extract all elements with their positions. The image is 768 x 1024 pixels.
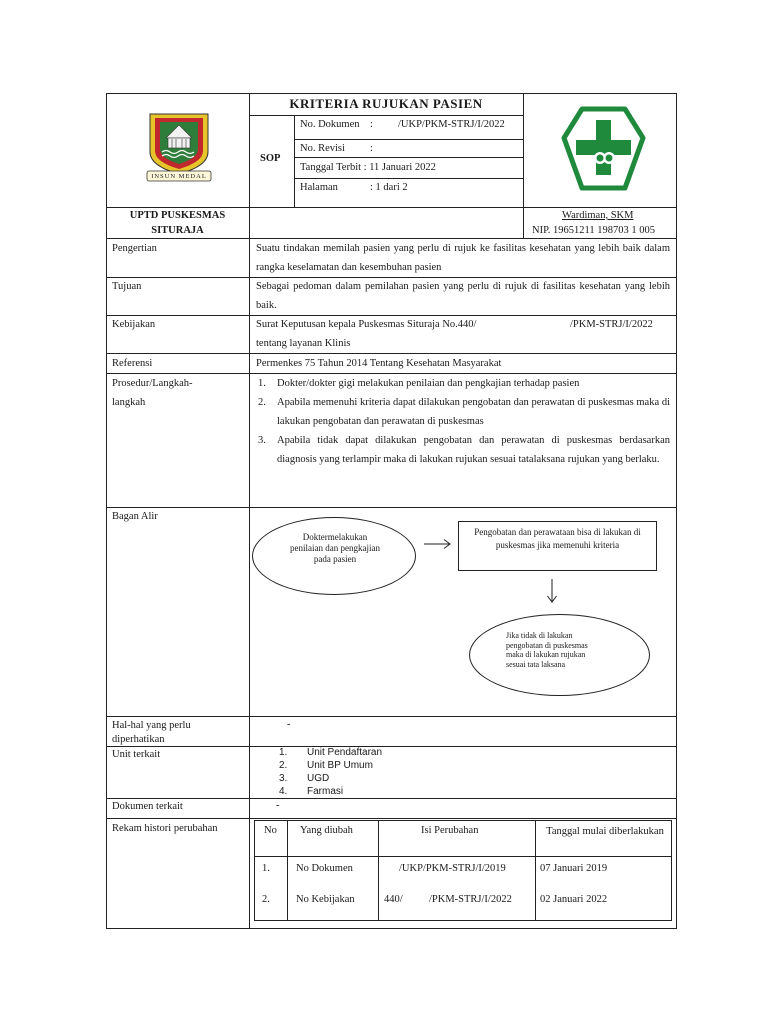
label-column-divider — [249, 93, 250, 929]
regional-logo-motto: INSUN MEDAL — [151, 173, 207, 180]
history-row-tanggal: 07 Januari 2019 — [540, 863, 608, 874]
history-col-sep-1 — [287, 820, 288, 921]
unit-item-number: 2. — [279, 760, 288, 771]
flow-step-3-ellipse — [469, 614, 650, 696]
history-header-no: No — [264, 825, 277, 836]
flow-step-3-text: Jika tidak di lakukan pengobatan di puskesmas maka di lakukan rujukan sesuai tata laksana — [506, 631, 588, 669]
hal-label-line1: Hal-hal yang perlu — [112, 720, 191, 731]
row-sep-dokumen — [106, 818, 677, 819]
history-row-isi-b: /UKP/PKM-STRJ/I/2019 — [399, 863, 506, 874]
prosedur-item-number: 2. — [258, 397, 266, 408]
history-row-yang: No Kebijakan — [296, 894, 355, 905]
unit-terkait-label: Unit terkait — [112, 749, 161, 760]
prosedur-item-text: Apabila tidak dapat dilakukan pengobatan dan perawatan di puskesmas berdasarkan diagnosis yang terlampir maka di lakukan rujukan sesuai tatalaksana rujukan yang berlaku. — [277, 435, 670, 465]
no-dokumen-value: /UKP/PKM-STRJ/I/2022 — [398, 119, 505, 130]
title-rule — [249, 115, 523, 116]
dokumen-terkait-value: - — [276, 800, 280, 811]
org-name-line2: SITURAJA — [151, 225, 204, 236]
history-row-isi-b: /PKM-STRJ/I/2022 — [429, 894, 512, 905]
signer-name: Wardiman, SKM — [562, 210, 634, 221]
history-table-bottom — [254, 920, 672, 921]
flow-step-1-text: Doktermelakukan penilaian dan pengkajian pada pasien — [290, 532, 380, 564]
prosedur-item-number: 3. — [258, 435, 266, 446]
no-dokumen-separator: : — [370, 119, 373, 130]
arrow-right-icon — [423, 537, 453, 549]
history-row-tanggal: 02 Januari 2022 — [540, 894, 608, 905]
sop-label: SOP — [260, 153, 281, 164]
unit-item-number: 4. — [279, 786, 288, 797]
header-right-divider — [523, 93, 524, 238]
tanggal-terbit: Tanggal Terbit : 11 Januari 2022 — [300, 162, 436, 173]
history-row-no: 2. — [262, 894, 270, 905]
org-name-line1: UPTD PUSKESMAS — [129, 210, 226, 221]
row-sep-prosedur — [106, 507, 677, 508]
frame-top — [106, 93, 677, 94]
history-col-sep-3 — [535, 820, 536, 921]
row-sep-kebijakan — [106, 353, 677, 354]
puskesmas-logo — [561, 106, 646, 192]
sop-divider — [294, 115, 295, 207]
document-title: KRITERIA RUJUKAN PASIEN — [289, 96, 483, 111]
unit-item-number: 3. — [279, 773, 288, 784]
row-sep-hal — [106, 746, 677, 747]
halaman-value: : 1 dari 2 — [370, 182, 408, 193]
no-revisi-label: No. Revisi — [300, 143, 345, 154]
pengertian-label: Pengertian — [112, 243, 157, 254]
rekam-histori-label: Rekam histori perubahan — [112, 823, 218, 834]
referensi-text: Permenkes 75 Tahun 2014 Tentang Kesehatan Masyarakat — [256, 358, 502, 369]
history-header-yang-diubah: Yang diubah — [300, 825, 353, 836]
signer-nip: NIP. 19651211 198703 1 005 — [532, 225, 655, 236]
kebijakan-label: Kebijakan — [112, 319, 156, 330]
unit-item-text: Farmasi — [307, 786, 344, 797]
frame-right — [676, 93, 677, 929]
history-header-isi: Isi Perubahan — [421, 825, 479, 836]
unit-item-text: Unit BP Umum — [307, 760, 373, 771]
prosedur-item-text: Dokter/dokter gigi melakukan penilaian dan pengkajian terhadap pasien — [277, 378, 580, 389]
prosedur-label-line2: langkah — [112, 397, 146, 408]
doc-rule-1 — [294, 139, 523, 140]
no-revisi-separator: : — [370, 143, 373, 154]
hal-label-line2: diperhatikan — [112, 734, 165, 745]
row-sep-tujuan — [106, 315, 677, 316]
prosedur-label-line1: Prosedur/Langkah- — [112, 378, 193, 389]
history-row-no: 1. — [262, 863, 270, 874]
prosedur-item-text: Apabila memenuhi kriteria dapat dilakukan pengobatan dan perawatan di puskesmas maka di lakukan pengobatan dan perawatan di puskesmas — [277, 397, 670, 427]
flow-step-2-box — [458, 521, 657, 571]
unit-item-text: Unit Pendaftaran — [307, 747, 383, 758]
hal-value: - — [287, 719, 291, 730]
history-header-rule — [254, 856, 672, 857]
kebijakan-text-b: /PKM-STRJ/I/2022 — [570, 319, 653, 330]
tujuan-text: Sebagai pedoman dalam pemilahan pasien yang perlu di rujuk di fasilitas kesehatan yang lebih baik. — [256, 281, 670, 311]
prosedur-item-number: 1. — [258, 378, 266, 389]
unit-item-text: UGD — [307, 773, 330, 784]
row-sep-bagan — [106, 716, 677, 717]
no-dokumen-label: No. Dokumen — [300, 119, 360, 130]
doc-rule-2 — [294, 157, 523, 158]
kebijakan-text-a: Surat Keputusan kepala Puskesmas Situraja No.440/ — [256, 319, 477, 330]
unit-item-number: 1. — [279, 747, 288, 758]
doc-rule-3 — [294, 178, 523, 179]
dokumen-terkait-label: Dokumen terkait — [112, 801, 183, 812]
tujuan-label: Tujuan — [112, 281, 142, 292]
history-row-isi-a: 440/ — [384, 894, 403, 905]
history-table-right — [671, 820, 672, 921]
history-table-left — [254, 820, 255, 921]
flow-step-2-text: Pengobatan dan perawataan bisa di lakukan di puskesmas jika memenuhi kriteria — [474, 527, 641, 550]
arrow-down-icon — [546, 578, 558, 604]
kebijakan-text-line2: tentang layanan Klinis — [256, 338, 351, 349]
frame-bottom — [106, 928, 677, 929]
row-sep-unit — [106, 798, 677, 799]
halaman-label: Halaman — [300, 182, 338, 193]
history-table-top — [254, 820, 672, 821]
history-col-sep-2 — [378, 820, 379, 921]
bagan-alir-label: Bagan Alir — [112, 511, 158, 522]
flow-step-1-ellipse — [252, 517, 416, 595]
history-row-yang: No Dokumen — [296, 863, 353, 874]
history-header-tanggal: Tanggal mulai diberlakukan — [546, 826, 664, 837]
referensi-label: Referensi — [112, 358, 153, 369]
regional-logo — [144, 108, 214, 186]
pengertian-text: Suatu tindakan memilah pasien yang perlu di rujuk ke fasilitas kesehatan yang lebih baik dalam rangka keselamatan dan kesembuhan pasien — [256, 243, 670, 273]
